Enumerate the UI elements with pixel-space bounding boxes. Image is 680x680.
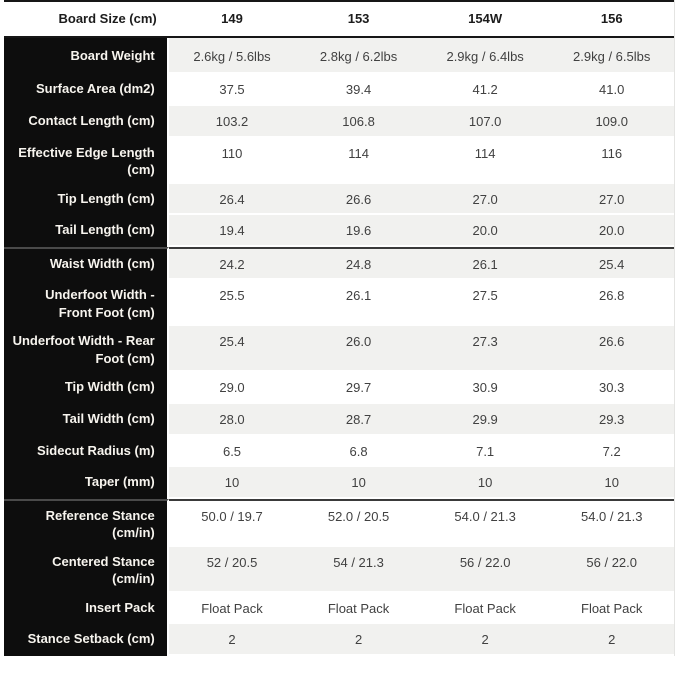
row-label: Effective Edge Length (cm) <box>4 138 169 184</box>
spec-row <box>4 184 675 216</box>
row-label: Taper (mm) <box>4 467 169 499</box>
cell-value: 2 <box>548 624 675 656</box>
cell-value: 52.0 / 20.5 <box>295 499 422 547</box>
cell-value: 114 <box>295 138 422 184</box>
cell-value: 29.9 <box>422 404 549 436</box>
spec-row <box>4 138 675 184</box>
cell-value: 54 / 21.3 <box>295 547 422 593</box>
cell-value: 37.5 <box>169 74 296 106</box>
cell-value: 26.0 <box>295 326 422 372</box>
spec-row <box>4 326 675 372</box>
cell-value: 52 / 20.5 <box>169 547 296 593</box>
row-label: Surface Area (dm2) <box>4 74 169 106</box>
spec-row <box>4 38 675 75</box>
cell-value: 26.6 <box>548 326 675 372</box>
cell-value: Float Pack <box>169 593 296 625</box>
spec-row <box>4 215 675 247</box>
cell-value: 25.4 <box>169 326 296 372</box>
cell-value: 27.3 <box>422 326 549 372</box>
row-label: Underfoot Width - Rear Foot (cm) <box>4 326 169 372</box>
cell-value: 41.0 <box>548 74 675 106</box>
row-label: Tail Width (cm) <box>4 404 169 436</box>
cell-value: 39.4 <box>295 74 422 106</box>
page-edge-line <box>674 0 675 656</box>
header-size-149: 149 <box>169 0 296 38</box>
spec-row <box>4 106 675 138</box>
cell-value: 109.0 <box>548 106 675 138</box>
cell-value: 107.0 <box>422 106 549 138</box>
spec-row <box>4 624 675 656</box>
cell-value: 25.4 <box>548 247 675 281</box>
cell-value: 2.9kg / 6.4lbs <box>422 38 549 75</box>
cell-value: 19.4 <box>169 215 296 247</box>
row-label: Sidecut Radius (m) <box>4 436 169 468</box>
row-label: Board Weight <box>4 38 169 75</box>
cell-value: 2 <box>295 624 422 656</box>
cell-value: 28.7 <box>295 404 422 436</box>
spec-row <box>4 280 675 326</box>
cell-value: 56 / 22.0 <box>548 547 675 593</box>
cell-value: 30.9 <box>422 372 549 404</box>
spec-table-body <box>4 38 675 656</box>
spec-row <box>4 74 675 106</box>
cell-value: 7.1 <box>422 436 549 468</box>
cell-value: 114 <box>422 138 549 184</box>
cell-value: 10 <box>548 467 675 499</box>
cell-value: 10 <box>169 467 296 499</box>
spec-row <box>4 404 675 436</box>
cell-value: 6.5 <box>169 436 296 468</box>
spec-row <box>4 436 675 468</box>
cell-value: 2 <box>422 624 549 656</box>
cell-value: 7.2 <box>548 436 675 468</box>
cell-value: 30.3 <box>548 372 675 404</box>
cell-value: 2.6kg / 5.6lbs <box>169 38 296 75</box>
header-size-156: 156 <box>548 0 675 38</box>
cell-value: 20.0 <box>548 215 675 247</box>
cell-value: 2.8kg / 6.2lbs <box>295 38 422 75</box>
cell-value: 26.6 <box>295 184 422 216</box>
cell-value: 26.8 <box>548 280 675 326</box>
cell-value: 19.6 <box>295 215 422 247</box>
cell-value: 50.0 / 19.7 <box>169 499 296 547</box>
cell-value: 24.8 <box>295 247 422 281</box>
header-board-size-label: Board Size (cm) <box>4 0 169 38</box>
cell-value: 27.0 <box>548 184 675 216</box>
cell-value: 10 <box>422 467 549 499</box>
row-label: Stance Setback (cm) <box>4 624 169 656</box>
cell-value: 110 <box>169 138 296 184</box>
cell-value: 103.2 <box>169 106 296 138</box>
row-label: Insert Pack <box>4 593 169 625</box>
header-row <box>4 0 675 38</box>
cell-value: 25.5 <box>169 280 296 326</box>
cell-value: 26.1 <box>422 247 549 281</box>
cell-value: Float Pack <box>548 593 675 625</box>
cell-value: Float Pack <box>422 593 549 625</box>
spec-row <box>4 372 675 404</box>
row-label: Contact Length (cm) <box>4 106 169 138</box>
spec-row <box>4 593 675 625</box>
cell-value: 28.0 <box>169 404 296 436</box>
spec-row <box>4 499 675 547</box>
cell-value: 2 <box>169 624 296 656</box>
cell-value: 10 <box>295 467 422 499</box>
cell-value: 106.8 <box>295 106 422 138</box>
row-label: Underfoot Width - Front Foot (cm) <box>4 280 169 326</box>
spec-row <box>4 467 675 499</box>
spec-table <box>4 0 675 656</box>
cell-value: 29.3 <box>548 404 675 436</box>
spec-row <box>4 247 675 281</box>
cell-value: 29.0 <box>169 372 296 404</box>
cell-value: 27.5 <box>422 280 549 326</box>
cell-value: 24.2 <box>169 247 296 281</box>
cell-value: 116 <box>548 138 675 184</box>
spec-row <box>4 547 675 593</box>
cell-value: 26.4 <box>169 184 296 216</box>
cell-value: 20.0 <box>422 215 549 247</box>
cell-value: 56 / 22.0 <box>422 547 549 593</box>
row-label: Centered Stance (cm/in) <box>4 547 169 593</box>
row-label: Reference Stance (cm/in) <box>4 499 169 547</box>
cell-value: 54.0 / 21.3 <box>548 499 675 547</box>
cell-value: 27.0 <box>422 184 549 216</box>
cell-value: 26.1 <box>295 280 422 326</box>
header-size-154w: 154W <box>422 0 549 38</box>
row-label: Tail Length (cm) <box>4 215 169 247</box>
header-size-153: 153 <box>295 0 422 38</box>
cell-value: 6.8 <box>295 436 422 468</box>
cell-value: 29.7 <box>295 372 422 404</box>
cell-value: 54.0 / 21.3 <box>422 499 549 547</box>
row-label: Waist Width (cm) <box>4 247 169 281</box>
cell-value: 41.2 <box>422 74 549 106</box>
cell-value: 2.9kg / 6.5lbs <box>548 38 675 75</box>
row-label: Tip Width (cm) <box>4 372 169 404</box>
cell-value: Float Pack <box>295 593 422 625</box>
row-label: Tip Length (cm) <box>4 184 169 216</box>
